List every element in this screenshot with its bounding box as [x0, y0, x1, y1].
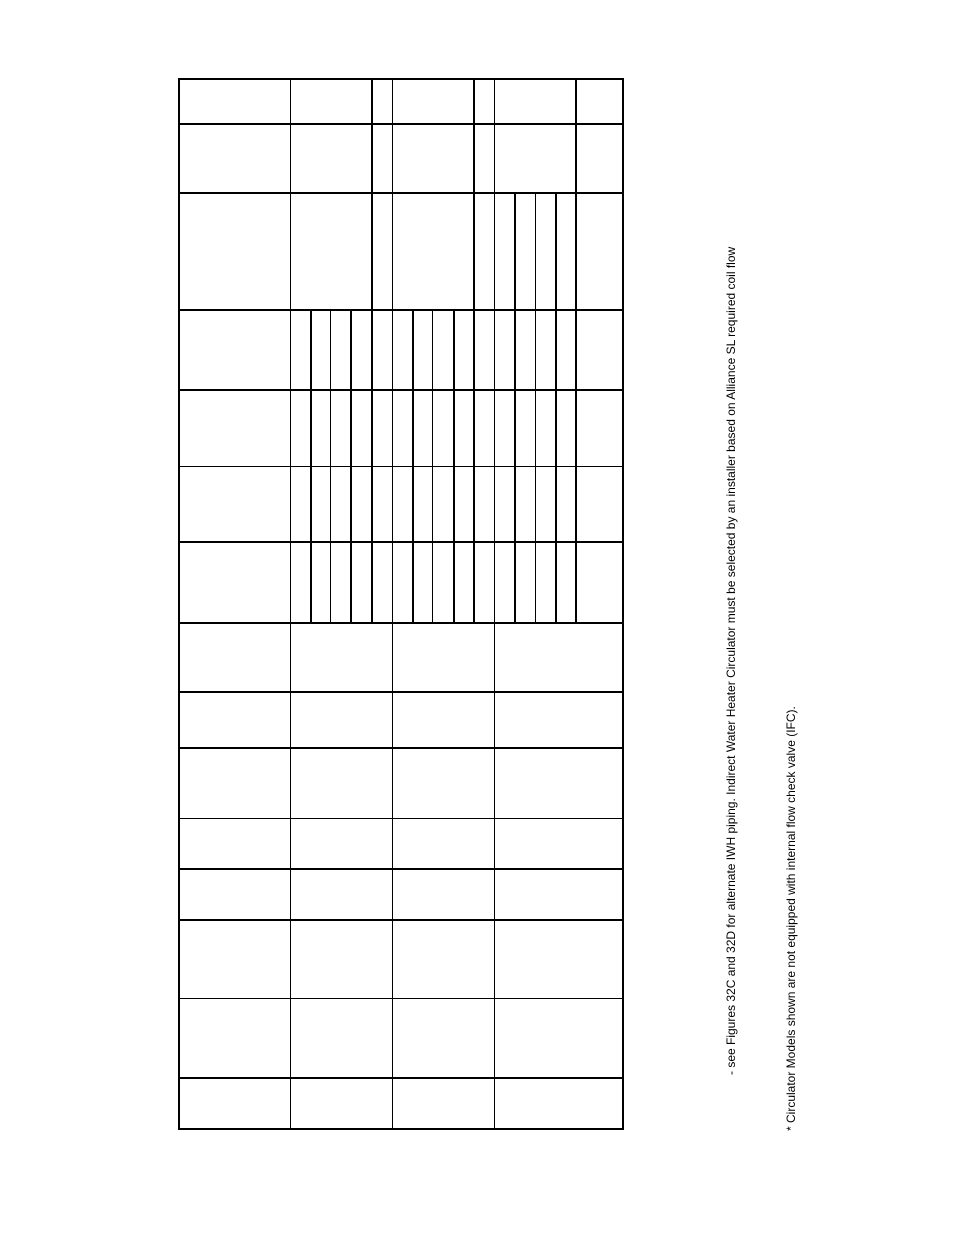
table-border-top [179, 78, 624, 80]
table-border-right [622, 78, 624, 1130]
row-divider [179, 123, 624, 125]
row-divider [179, 389, 624, 391]
sub-column-divider [453, 309, 455, 623]
row-divider [179, 192, 624, 194]
row-divider [179, 919, 624, 921]
column-divider [371, 78, 373, 623]
table-border-bottom [179, 1128, 624, 1130]
column-divider [575, 78, 577, 623]
sub-column-divider [330, 309, 331, 623]
row-divider [179, 309, 624, 311]
row-divider [179, 541, 624, 543]
ifc-footnote: * Circulator Models shown are not equipped with internal flow check valve (IFC). [784, 706, 798, 1131]
row-divider [179, 868, 624, 870]
row-divider [179, 466, 624, 467]
sub-column-divider [514, 192, 516, 623]
table-border-left [178, 78, 180, 1130]
row-divider [179, 998, 624, 999]
sub-column-divider [555, 192, 557, 623]
sub-column-divider [310, 309, 312, 623]
row-divider [179, 818, 624, 819]
sub-column-divider [535, 192, 536, 623]
row-divider [179, 622, 624, 624]
row-divider [179, 691, 624, 693]
column-divider [392, 78, 393, 1130]
sub-column-divider [412, 309, 414, 623]
column-divider [473, 78, 475, 623]
iwh-piping-note: - see Figures 32C and 32D for alternate IWH piping. Indirect Water Heater Circulator must be selected by an installer based on Alliance SL required coil flow [724, 246, 738, 1075]
column-divider [494, 78, 495, 1130]
sub-column-divider [432, 309, 433, 623]
column-divider [290, 78, 291, 1130]
sub-column-divider [350, 309, 352, 623]
row-divider [179, 747, 624, 749]
row-divider [179, 1077, 624, 1079]
